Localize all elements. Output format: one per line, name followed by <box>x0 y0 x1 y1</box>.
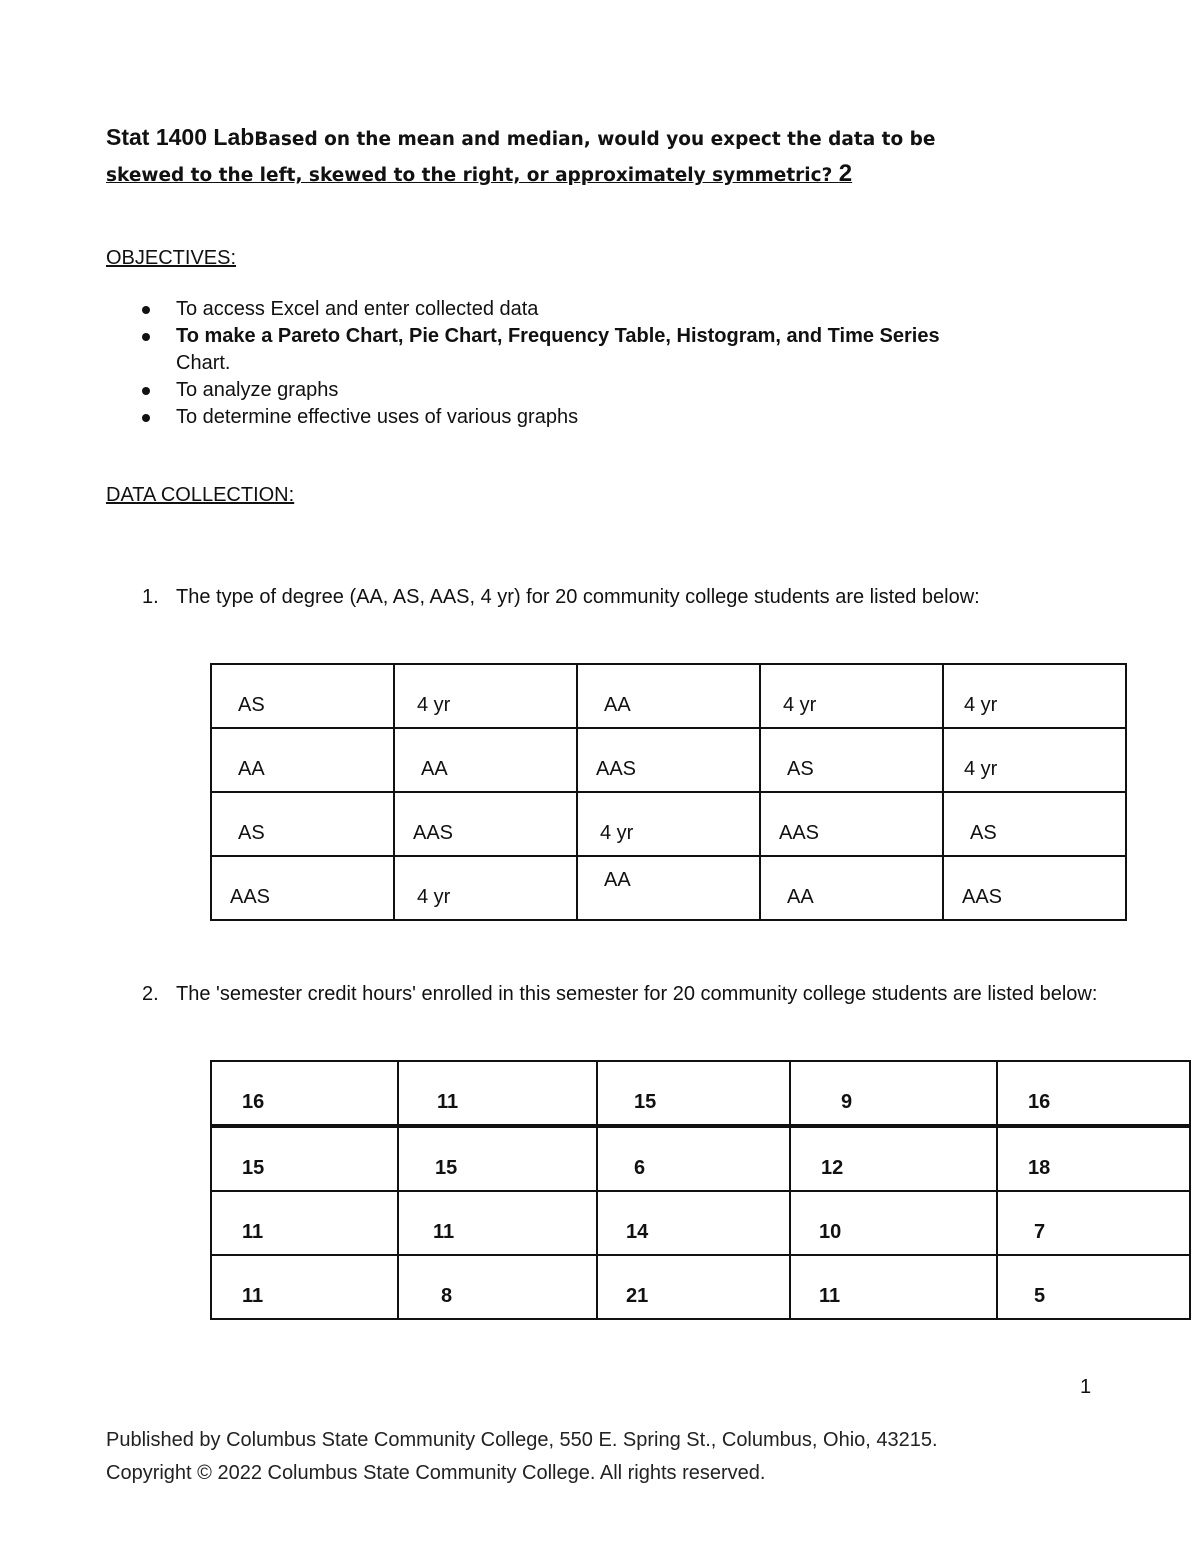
table-cell: 15 <box>398 1126 597 1191</box>
objective-item <box>106 296 1106 323</box>
table-cell: AAS <box>760 792 943 856</box>
table-cell: 18 <box>997 1126 1190 1191</box>
table-cell: AA <box>211 728 394 792</box>
table-cell: 21 <box>597 1255 790 1319</box>
table-cell: 6 <box>597 1126 790 1191</box>
table-cell: 10 <box>790 1191 997 1255</box>
table-cell: 16 <box>997 1061 1190 1126</box>
table-cell: 15 <box>211 1126 398 1191</box>
objective-text: To access Excel and enter collected data <box>176 298 539 320</box>
objective-text: Chart. <box>176 352 231 374</box>
question-text-part1: Based on the mean and median, would you expect the data to be <box>254 129 936 150</box>
table-cell: AS <box>211 792 394 856</box>
table-cell: 16 <box>211 1061 398 1126</box>
bullet-icon <box>142 387 150 395</box>
table-row <box>211 1191 1190 1255</box>
title-number: 2 <box>838 160 853 187</box>
table-row <box>211 792 1126 856</box>
table-cell: 4 yr <box>760 664 943 728</box>
table-cell: 11 <box>211 1255 398 1319</box>
table-cell: 9 <box>790 1061 997 1126</box>
table-cell: 11 <box>398 1061 597 1126</box>
table-cell: 4 yr <box>394 856 577 920</box>
table-cell: 7 <box>997 1191 1190 1255</box>
table-cell: 4 yr <box>577 792 760 856</box>
table-cell: AAS <box>577 728 760 792</box>
objectives-list <box>106 296 1106 431</box>
table-cell: 4 yr <box>943 728 1126 792</box>
bullet-icon <box>142 306 150 314</box>
question-text: The 'semester credit hours' enrolled in this semester for 20 community college students are listed below: <box>176 983 1098 1005</box>
table-cell: AA <box>394 728 577 792</box>
table-cell: AA <box>577 664 760 728</box>
question-text-part2: skewed to the left, skewed to the right, or approximately symmetric? <box>106 165 839 186</box>
table-row <box>211 1255 1190 1319</box>
question-line <box>106 160 852 188</box>
table-cell: 14 <box>597 1191 790 1255</box>
table-cell: 11 <box>211 1191 398 1255</box>
question-text: The type of degree (AA, AS, AAS, 4 yr) for 20 community college students are listed below: <box>176 586 980 608</box>
table-cell: 11 <box>398 1191 597 1255</box>
table-cell: 12 <box>790 1126 997 1191</box>
table-cell: AS <box>943 792 1126 856</box>
table-cell: 5 <box>997 1255 1190 1319</box>
table-row <box>211 728 1126 792</box>
table-row <box>211 1061 1190 1126</box>
degree-table <box>210 663 1127 921</box>
page-number: 1 <box>1080 1376 1092 1398</box>
table-cell: AAS <box>211 856 394 920</box>
table-cell: AA <box>760 856 943 920</box>
question-number: 2. <box>142 983 159 1005</box>
objective-item <box>106 377 1106 404</box>
bullet-icon <box>142 414 150 422</box>
table-cell: 8 <box>398 1255 597 1319</box>
question-1 <box>106 581 1106 613</box>
question-number: 1. <box>142 586 159 608</box>
table-cell: AS <box>760 728 943 792</box>
objectives-heading: OBJECTIVES: <box>106 247 237 269</box>
table-cell: 4 yr <box>943 664 1126 728</box>
objective-bold-text: To make a Pareto Chart, Pie Chart, Frequency Table, Histogram, and Time Series <box>176 325 940 347</box>
objective-item <box>106 404 1106 431</box>
table-row <box>211 856 1126 920</box>
data-collection-heading: DATA COLLECTION: <box>106 484 295 506</box>
table-cell: AS <box>211 664 394 728</box>
table-cell: 15 <box>597 1061 790 1126</box>
credit-hours-table <box>210 1060 1191 1320</box>
objective-text: To analyze graphs <box>176 379 339 401</box>
course-title: Stat 1400 Lab <box>106 124 255 150</box>
objective-text: To determine effective uses of various graphs <box>176 406 579 428</box>
title-line <box>106 124 935 151</box>
table-row <box>211 1126 1190 1191</box>
footer-copyright: Published by Columbus State Community College, 550 E. Spring St., Columbus, Ohio, 43215. Copyright © 2022 Columbus State Community College. All rights reserved. <box>106 1429 938 1484</box>
table-row <box>211 664 1126 728</box>
table-cell: AAS <box>394 792 577 856</box>
table-cell: AAS <box>943 856 1126 920</box>
question-2 <box>106 978 1106 1010</box>
bullet-icon <box>142 333 150 341</box>
table-cell: 4 yr <box>394 664 577 728</box>
table-cell: AA <box>577 856 760 920</box>
objective-item <box>106 323 1106 377</box>
table-cell: 11 <box>790 1255 997 1319</box>
